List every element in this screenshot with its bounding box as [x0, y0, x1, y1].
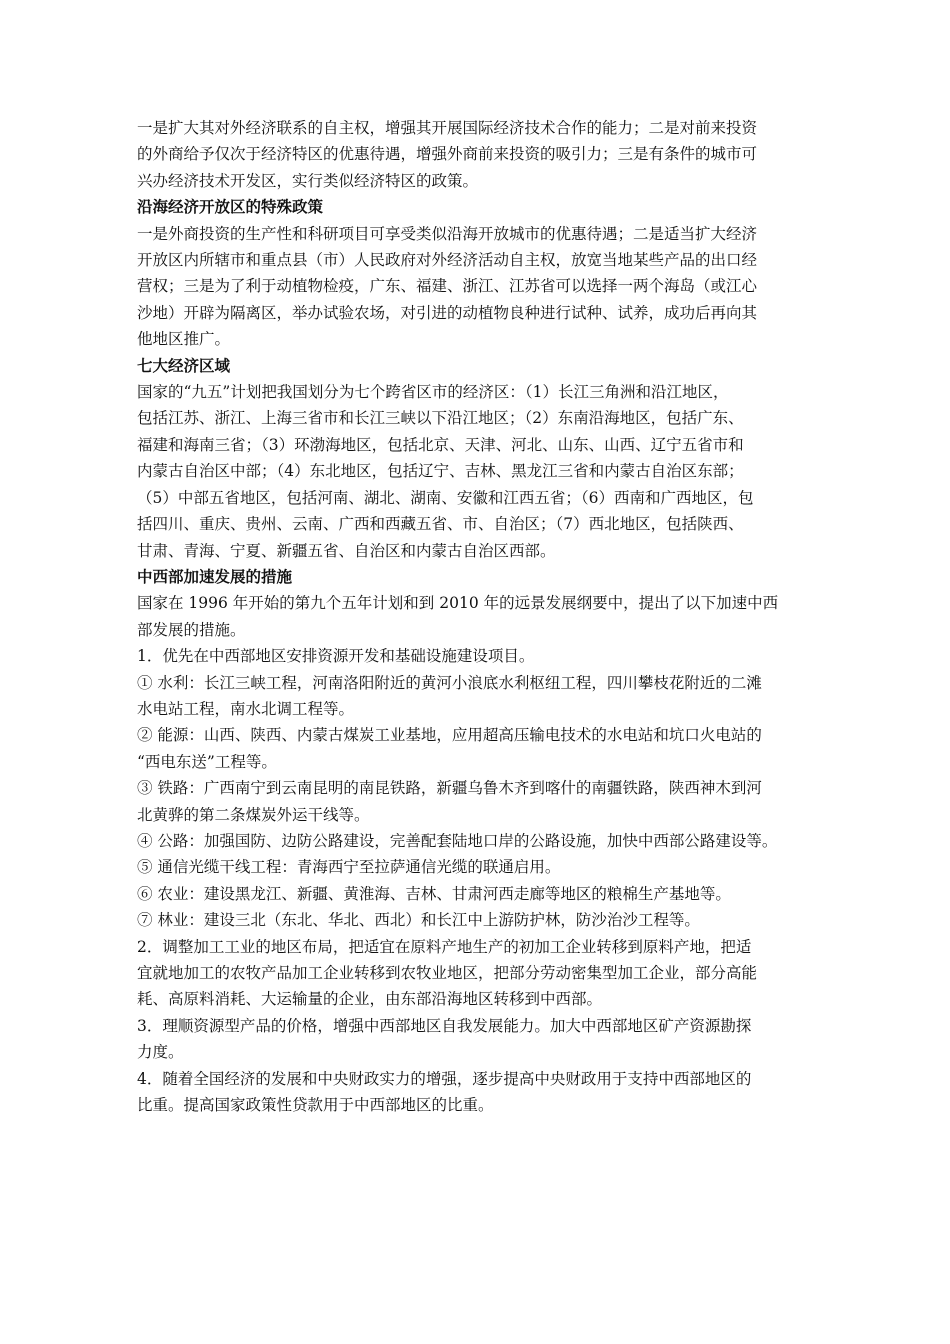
text-line: 部发展的措施。 [137, 620, 246, 639]
text-line: ⑥ 农业：建设黑龙江、新疆、黄淮海、吉林、甘肃河西走廊等地区的粮棉生产基地等。 [137, 884, 731, 903]
text-line: 一是扩大其对外经济联系的自主权，增强其开展国际经济技术合作的能力；二是对前来投资 [137, 119, 758, 137]
text-line: 国家在 1996 年开始的第九个五年计划和到 2010 年的远景发展纲要中，提出了以下加速中西 [137, 594, 779, 613]
text-line: “西电东送”工程等。 [137, 752, 277, 771]
text-line: ① 水利：长江三峡工程，河南洛阳附近的黄河小浪底水利枢纽工程，四川攀枝花附近的二滩 [137, 673, 762, 692]
document-body [137, 115, 817, 1118]
text-line: ⑤ 通信光缆干线工程：青海西宁至拉萨通信光缆的联通启用。 [137, 858, 561, 877]
text-line: 包括江苏、浙江、上海三省市和长江三峡以下沿江地区；（2）东南沿海地区，包括广东、 [137, 409, 744, 428]
text-line: 括四川、重庆、贵州、云南、广西和西藏五省、市、自治区；（7）西北地区，包括陕西、 [137, 515, 744, 534]
text-line: 4．随着全国经济的发展和中央财政实力的增强，逐步提高中央财政用于支持中西部地区的 [137, 1069, 752, 1088]
text-line: 一是外商投资的生产性和科研项目可享受类似沿海开放城市的优惠待遇；二是适当扩大经济 [137, 224, 758, 243]
text-line: 的外商给予仅次于经济特区的优惠待遇，增强外商前来投资的吸引力；三是有条件的城市可 [137, 145, 758, 164]
section-heading: 中西部加速发展的措施 [137, 567, 293, 586]
text-line: ③ 铁路：广西南宁到云南昆明的南昆铁路，新疆乌鲁木齐到喀什的南疆铁路，陕西神木到河 [137, 779, 762, 798]
text-line: 国家的“九五”计划把我国划分为七个跨省区市的经济区：（1）长江三角洲和沿江地区， [137, 383, 729, 402]
text-line: ② 能源：山西、陕西、内蒙古煤炭工业基地，应用超高压输电技术的水电站和坑口火电站的 [137, 726, 762, 745]
text-line: 力度。 [137, 1043, 184, 1062]
text-line: 3．理顺资源型产品的价格，增强中西部地区自我发展能力。加大中西部地区矿产资源勘探 [137, 1016, 752, 1035]
text-line: 内蒙古自治区中部；（4）东北地区，包括辽宁、吉林、黑龙江三省和内蒙古自治区东部； [137, 462, 744, 481]
text-line: ④ 公路：加强国防、边防公路建设，完善配套陆地口岸的公路设施，加快中西部公路建设等。 [137, 831, 778, 850]
text-line: 耗、高原料消耗、大运输量的企业，由东部沿海地区转移到中西部。 [137, 990, 603, 1009]
text-line: 北黄骅的第二条煤炭外运干线等。 [137, 805, 370, 824]
text-line: 甘肃、青海、宁夏、新疆五省、自治区和内蒙古自治区西部。 [137, 541, 556, 560]
text-line: 营权；三是为了利于动植物检疫，广东、福建、浙江、江苏省可以选择一两个海岛（或江心 [137, 277, 758, 296]
text-line: ⑦ 林业：建设三北（东北、华北、西北）和长江中上游防护林，防沙治沙工程等。 [137, 911, 700, 930]
text-line: （5）中部五省地区，包括河南、湖北、湖南、安徽和江西五省；（6）西南和广西地区，包 [137, 488, 754, 507]
text-line: 宜就地加工的农牧产品加工企业转移到农牧业地区，把部分劳动密集型加工企业，部分高能 [137, 964, 758, 982]
text-line: 兴办经济技术开发区，实行类似经济特区的政策。 [137, 171, 479, 190]
section-heading: 沿海经济开放区的特殊政策 [137, 198, 324, 217]
text-line: 水电站工程，南水北调工程等。 [137, 699, 355, 718]
text-line: 1．优先在中西部地区安排资源开发和基础设施建设项目。 [137, 647, 535, 666]
section-heading: 七大经济区域 [137, 356, 231, 375]
text-line: 比重。提高国家政策性贷款用于中西部地区的比重。 [137, 1096, 494, 1115]
text-line: 开放区内所辖市和重点县（市）人民政府对外经济活动自主权，放宽当地某些产品的出口经 [137, 251, 758, 270]
text-line: 沙地）开辟为隔离区，举办试验农场，对引进的动植物良种进行试种、试养，成功后再向其 [137, 303, 758, 322]
text-line: 福建和海南三省；（3）环渤海地区，包括北京、天津、河北、山东、山西、辽宁五省市和 [137, 435, 744, 454]
text-line: 2．调整加工工业的地区布局，把适宜在原料产地生产的初加工企业转移到原料产地，把适 [137, 937, 752, 956]
text-line: 他地区推广。 [137, 330, 231, 349]
